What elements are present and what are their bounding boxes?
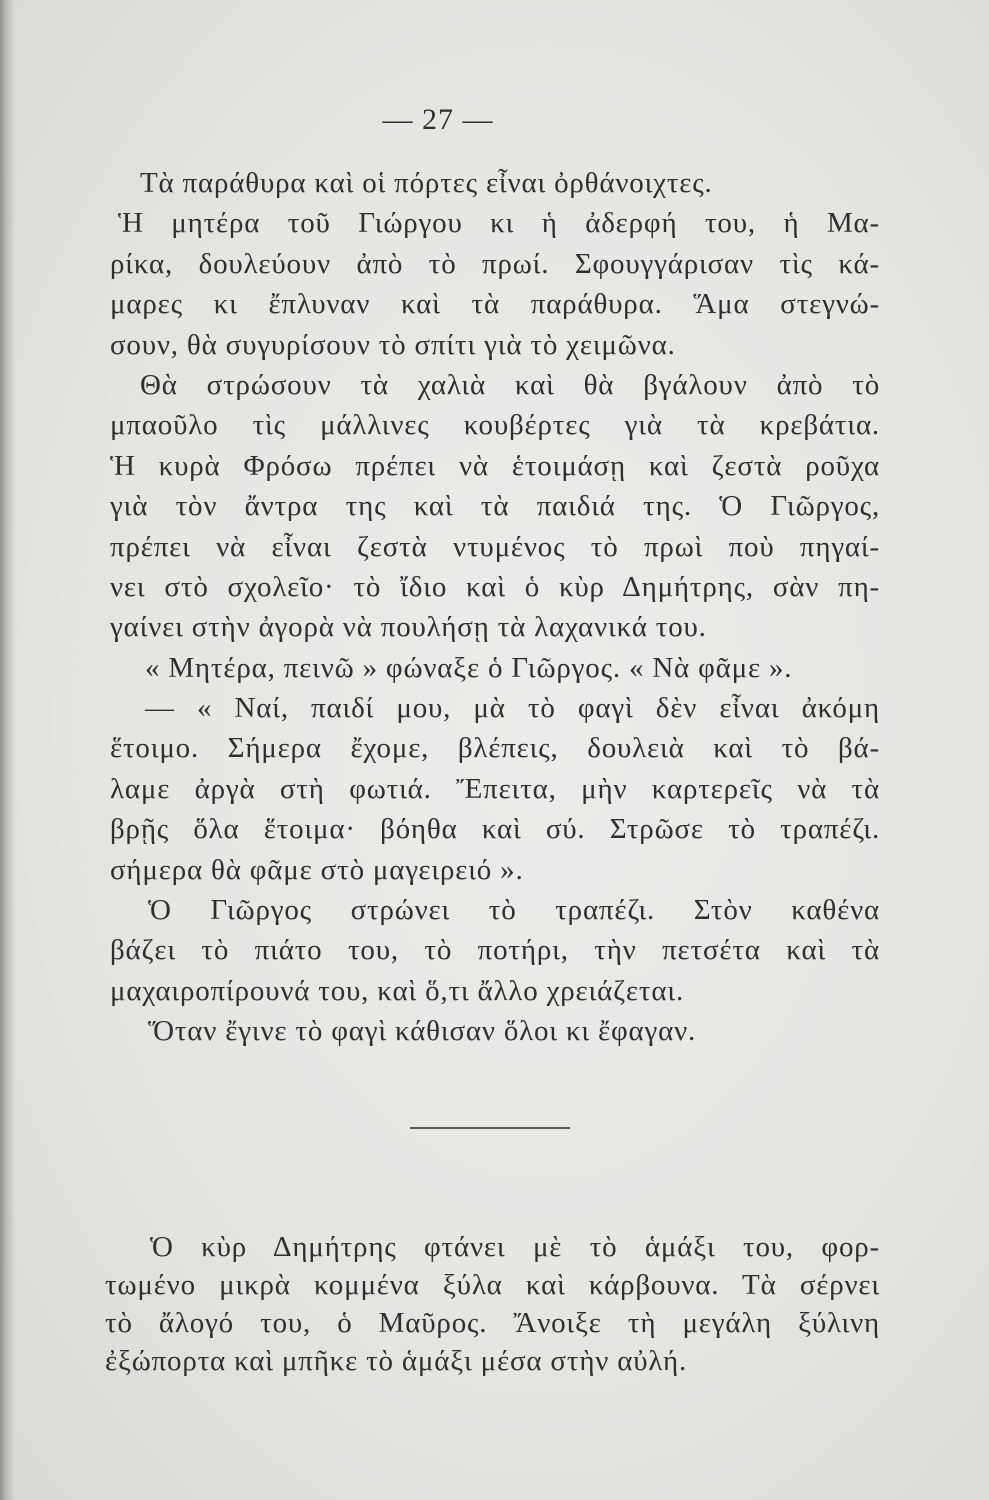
text-block-upper [110, 163, 880, 1052]
text-line: λαμε ἀργὰ στὴ φωτιά. Ἔπειτα, μὴν καρτερεῖς νὰ τὰ [110, 772, 880, 805]
page-number: — 27 — [382, 103, 494, 136]
text-line: ἐξώπορτα καὶ μπῆκε τὸ ἁμάξι μέσα στὴν αὐλή. [105, 1345, 688, 1377]
text-block-lower [105, 1228, 880, 1380]
text-line: Ὁ κὺρ Δημήτρης φτάνει μὲ τὸ ἁμάξι του, φορ- [150, 1231, 880, 1263]
text-line: τωμένο μικρὰ κομμένα ξύλα καὶ κάρβουνα. Τὰ σέρνει [105, 1269, 880, 1301]
binding-edge-shadow [0, 0, 16, 1500]
text-line: γαίνει στὴν ἀγορὰ νὰ πουλήσῃ τὰ λαχανικά του. [110, 611, 707, 644]
text-line: — « Ναί, παιδί μου, μὰ τὸ φαγὶ δὲν εἶναι ἀκόμη [145, 692, 880, 725]
text-line: νει στὸ σχολεῖο· τὸ ἴδιο καὶ ὁ κὺρ Δημήτρης, σὰν πη- [110, 570, 880, 603]
section-divider [410, 1127, 570, 1129]
text-line: Τὰ παράθυρα καὶ οἱ πόρτες εἶναι ὀρθάνοιχτες. [140, 167, 713, 199]
text-line: μαχαιροπίρουνά του, καὶ ὅ,τι ἄλλο χρειάζεται. [110, 974, 685, 1007]
text-line: Ὁ Γιῶργος στρώνει τὸ τραπέζι. Στὸν καθένα [148, 894, 880, 927]
text-line: μαρες κι ἔπλυναν καὶ τὰ παράθυρα. Ἅμα στεγνώ- [110, 288, 880, 321]
text-line: μπαοῦλο τὶς μάλλινες κουβέρτες γιὰ τὰ κρεβάτια. [110, 409, 880, 442]
text-line: βάζει τὸ πιάτο του, τὸ ποτήρι, τὴν πετσέτα καὶ τὰ [110, 934, 880, 967]
text-line: Ἡ μητέρα τοῦ Γιώργου κι ἡ ἀδερφή του, ἡ Μα- [118, 207, 880, 240]
text-line: Θὰ στρώσουν τὰ χαλιὰ καὶ θὰ βγάλουν ἀπὸ τὸ [140, 368, 880, 401]
text-line: πρέπει νὰ εἶναι ζεστὰ ντυμένος τὸ πρωὶ ποὺ πηγαί- [110, 530, 880, 563]
text-line: βρῇς ὅλα ἕτοιμα· βόηθα καὶ σύ. Στρῶσε τὸ τραπέζι. [110, 813, 880, 846]
text-line: Ἡ κυρὰ Φρόσω πρέπει νὰ ἑτοιμάσῃ καὶ ζεστὰ ροῦχα [110, 449, 880, 482]
text-line: Ὅταν ἔγινε τὸ φαγὶ κάθισαν ὅλοι κι ἔφαγαν. [148, 1015, 697, 1048]
text-line: σήμερα θὰ φᾶμε στὸ μαγειρειό ». [110, 853, 524, 886]
text-line: ἕτοιμο. Σήμερα ἔχομε, βλέπεις, δουλειὰ καὶ τὸ βά- [110, 732, 880, 765]
text-line: ρίκα, δουλεύουν ἀπὸ τὸ πρωί. Σφουγγάρισαν τὶς κά- [110, 247, 880, 280]
text-line: τὸ ἄλογό του, ὁ Μαῦρος. Ἄνοιξε τὴ μεγάλη ξύλινη [105, 1307, 880, 1339]
text-line: γιὰ τὸν ἄντρα της καὶ τὰ παιδιά της. Ὁ Γιῶργος, [110, 490, 880, 523]
text-line: σουν, θὰ συγυρίσουν τὸ σπίτι γιὰ τὸ χειμῶνα. [110, 328, 676, 361]
text-line: « Μητέρα, πεινῶ » φώναξε ὁ Γιῶργος. « Νὰ φᾶμε ». [145, 651, 793, 684]
